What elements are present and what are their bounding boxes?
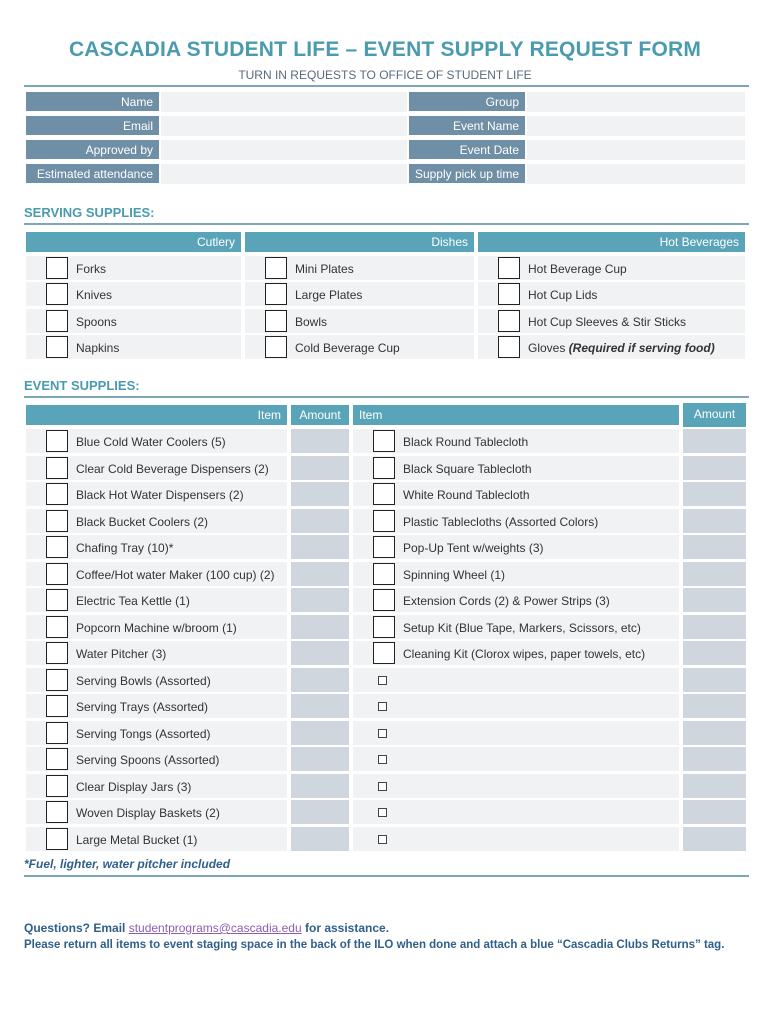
event-item-amount[interactable] (291, 641, 349, 665)
event-item-right-label: Setup Kit (Blue Tape, Markers, Scissors, etc) (403, 621, 641, 635)
event-item-amount[interactable] (291, 482, 349, 506)
hot-item-label (528, 341, 715, 355)
event-item-right-amount[interactable] (683, 827, 746, 851)
event-item-right-checkbox[interactable] (373, 642, 395, 664)
event-item-row-right (353, 774, 679, 798)
event-item-right-amount[interactable] (683, 562, 746, 586)
dishes-item-label: Mini Plates (295, 262, 354, 276)
name-field[interactable] (161, 92, 407, 112)
event-item-right-amount[interactable] (683, 641, 746, 665)
amount-header-2: Amount (683, 403, 746, 427)
event-item-right-amount[interactable] (683, 429, 746, 453)
event-supplies-heading: EVENT SUPPLIES: (24, 378, 140, 393)
dishes-checkbox[interactable] (265, 257, 287, 279)
event-item-checkbox[interactable] (46, 510, 68, 532)
event-name-label: Event Name (409, 116, 525, 136)
event-item-checkbox[interactable] (46, 536, 68, 558)
event-item-row-right (353, 800, 679, 824)
dishes-checkbox[interactable] (265, 283, 287, 305)
event-item-label: Clear Display Jars (3) (76, 780, 192, 794)
event-item-right-amount[interactable] (683, 747, 746, 771)
attendance-field[interactable] (161, 164, 407, 184)
event-item-right-amount[interactable] (683, 535, 746, 559)
cutlery-item-label: Forks (76, 262, 106, 276)
event-item-label: Electric Tea Kettle (1) (76, 594, 190, 608)
event-item-amount[interactable] (291, 668, 349, 692)
event-item-checkbox[interactable] (46, 483, 68, 505)
event-item-checkbox[interactable] (46, 695, 68, 717)
email-label: Email (26, 116, 159, 136)
event-item-right-checkbox[interactable] (373, 483, 395, 505)
event-item-right-checkbox[interactable] (373, 510, 395, 532)
cutlery-checkbox[interactable] (46, 336, 68, 358)
footer-divider (24, 875, 749, 877)
event-item-label: Water Pitcher (3) (76, 647, 167, 661)
event-item-label: Black Bucket Coolers (2) (76, 515, 209, 529)
event-item-amount[interactable] (291, 694, 349, 718)
name-label: Name (26, 92, 159, 112)
event-item-label: Blue Cold Water Coolers (5) (76, 435, 226, 449)
blank-checkbox[interactable] (378, 782, 387, 791)
email-link[interactable]: studentprograms@cascadia.edu (128, 921, 302, 935)
info-fields (24, 92, 749, 188)
item-header: Item (26, 405, 287, 425)
event-item-checkbox[interactable] (46, 616, 68, 638)
questions-line (24, 921, 389, 935)
hot-checkbox[interactable] (498, 336, 520, 358)
event-item-label: Serving Spoons (Assorted) (76, 753, 220, 767)
event-item-label: Black Hot Water Dispensers (2) (76, 488, 244, 502)
event-item-right-label: Pop-Up Tent w/weights (3) (403, 541, 544, 555)
event-item-right-label: Spinning Wheel (1) (403, 568, 506, 582)
event-item-label: Chafing Tray (10)* (76, 541, 174, 555)
cutlery-checkbox[interactable] (46, 310, 68, 332)
event-item-right-amount[interactable] (683, 588, 746, 612)
hot-beverages-header: Hot Beverages (478, 232, 745, 252)
event-item-label: Coffee/Hot water Maker (100 cup) (2) (76, 568, 275, 582)
approved-by-label: Approved by (26, 140, 159, 160)
cutlery-checkbox[interactable] (46, 283, 68, 305)
dishes-item-label: Large Plates (295, 288, 363, 302)
event-item-right-checkbox[interactable] (373, 536, 395, 558)
event-item-checkbox[interactable] (46, 669, 68, 691)
event-item-checkbox[interactable] (46, 828, 68, 850)
event-item-right-amount[interactable] (683, 721, 746, 745)
hot-item-label: Hot Beverage Cup (528, 262, 627, 276)
blank-checkbox[interactable] (378, 676, 387, 685)
approved-by-field[interactable] (161, 140, 407, 160)
blank-checkbox[interactable] (378, 755, 387, 764)
cutlery-checkbox[interactable] (46, 257, 68, 279)
event-item-right-checkbox[interactable] (373, 457, 395, 479)
event-item-right-amount[interactable] (683, 509, 746, 533)
event-item-right-label: White Round Tablecloth (403, 488, 530, 502)
event-item-amount[interactable] (291, 827, 349, 851)
event-item-checkbox[interactable] (46, 457, 68, 479)
event-item-checkbox[interactable] (46, 589, 68, 611)
hot-item-label: Hot Cup Lids (528, 288, 598, 302)
event-item-right-label: Cleaning Kit (Clorox wipes, paper towels, etc) (403, 647, 646, 661)
title-divider (24, 85, 749, 87)
event-item-label: Woven Display Baskets (2) (76, 806, 220, 820)
questions-suffix: for assistance. (301, 921, 390, 935)
event-item-right-amount[interactable] (683, 615, 746, 639)
event-item-amount[interactable] (291, 615, 349, 639)
event-item-row-right (353, 562, 679, 586)
event-item-checkbox[interactable] (46, 722, 68, 744)
event-item-amount[interactable] (291, 800, 349, 824)
event-item-right-checkbox[interactable] (373, 563, 395, 585)
event-date-label: Event Date (409, 140, 525, 160)
event-item-label: Clear Cold Beverage Dispensers (2) (76, 462, 269, 476)
fuel-footnote: *Fuel, lighter, water pitcher included (24, 857, 231, 871)
item-header-2: Item (353, 405, 679, 425)
event-item-right-checkbox[interactable] (373, 430, 395, 452)
blank-checkbox[interactable] (378, 835, 387, 844)
cutlery-item-label: Napkins (76, 341, 120, 355)
hot-checkbox[interactable] (498, 283, 520, 305)
event-item-amount[interactable] (291, 747, 349, 771)
event-name-field[interactable] (527, 116, 745, 136)
page-subtitle: TURN IN REQUESTS TO OFFICE OF STUDENT LIFE (238, 68, 532, 82)
event-item-right-amount[interactable] (683, 668, 746, 692)
attendance-label: Estimated attendance (26, 164, 159, 184)
event-item-row-right (353, 827, 679, 851)
event-item-right-amount[interactable] (683, 774, 746, 798)
event-item-checkbox[interactable] (46, 801, 68, 823)
event-item-checkbox[interactable] (46, 430, 68, 452)
questions-prefix: Questions? Email (24, 921, 129, 935)
dishes-item-label: Bowls (295, 315, 328, 329)
event-item-checkbox[interactable] (46, 563, 68, 585)
event-item-row-right (353, 694, 679, 718)
event-item-checkbox[interactable] (46, 642, 68, 664)
event-item-right-amount[interactable] (683, 456, 746, 480)
event-item-amount[interactable] (291, 456, 349, 480)
return-note: Please return all items to event staging space in the back of the ILO when done and attach a blue “Cascadia Clubs Returns” tag. (24, 939, 725, 951)
event-item-checkbox[interactable] (46, 748, 68, 770)
event-item-right-amount[interactable] (683, 694, 746, 718)
group-label: Group (409, 92, 525, 112)
event-item-right-label: Black Round Tablecloth (403, 435, 529, 449)
hot-checkbox[interactable] (498, 310, 520, 332)
blank-checkbox[interactable] (378, 702, 387, 711)
event-item-amount[interactable] (291, 721, 349, 745)
event-item-label: Large Metal Bucket (1) (76, 833, 198, 847)
pickup-time-field[interactable] (527, 164, 745, 184)
event-item-right-amount[interactable] (683, 800, 746, 824)
event-item-right-checkbox[interactable] (373, 616, 395, 638)
cutlery-item-label: Spoons (76, 315, 117, 329)
event-item-right-checkbox[interactable] (373, 589, 395, 611)
cutlery-header: Cutlery (26, 232, 241, 252)
hot-item-label: Hot Cup Sleeves & Stir Sticks (528, 315, 687, 329)
email-field[interactable] (161, 116, 407, 136)
event-item-right-amount[interactable] (683, 482, 746, 506)
event-item-label: Serving Trays (Assorted) (76, 700, 209, 714)
event-item-right-label: Extension Cords (2) & Power Strips (3) (403, 594, 610, 608)
event-item-amount[interactable] (291, 588, 349, 612)
event-date-field[interactable] (527, 140, 745, 160)
event-divider (24, 396, 749, 398)
group-field[interactable] (527, 92, 745, 112)
event-item-amount[interactable] (291, 774, 349, 798)
serving-divider (24, 223, 749, 225)
serving-supplies-heading: SERVING SUPPLIES: (24, 205, 155, 220)
blank-checkbox[interactable] (378, 729, 387, 738)
dishes-checkbox[interactable] (265, 310, 287, 332)
event-item-row-right (353, 747, 679, 771)
event-item-right-label: Black Square Tablecloth (403, 462, 532, 476)
event-item-label: Popcorn Machine w/broom (1) (76, 621, 237, 635)
event-item-right-label: Plastic Tablecloths (Assorted Colors) (403, 515, 599, 529)
hot-checkbox[interactable] (498, 257, 520, 279)
amount-header: Amount (291, 405, 349, 425)
page-title: CASCADIA STUDENT LIFE – EVENT SUPPLY REQUEST FORM (68, 38, 702, 61)
event-item-row-right (353, 668, 679, 692)
event-item-amount[interactable] (291, 509, 349, 533)
dishes-item-label: Cold Beverage Cup (295, 341, 400, 355)
gloves-required-note: (Required if serving food) (568, 341, 715, 355)
event-item-amount[interactable] (291, 535, 349, 559)
blank-checkbox[interactable] (378, 808, 387, 817)
pickup-time-label: Supply pick up time (409, 164, 525, 184)
event-item-label: Serving Bowls (Assorted) (76, 674, 211, 688)
cutlery-item-label: Knives (76, 288, 113, 302)
dishes-checkbox[interactable] (265, 336, 287, 358)
event-item-row-right (353, 721, 679, 745)
dishes-header: Dishes (245, 232, 474, 252)
event-item-label: Serving Tongs (Assorted) (76, 727, 211, 741)
gloves-label: Gloves (528, 341, 569, 355)
event-item-checkbox[interactable] (46, 775, 68, 797)
event-item-amount[interactable] (291, 429, 349, 453)
event-item-amount[interactable] (291, 562, 349, 586)
